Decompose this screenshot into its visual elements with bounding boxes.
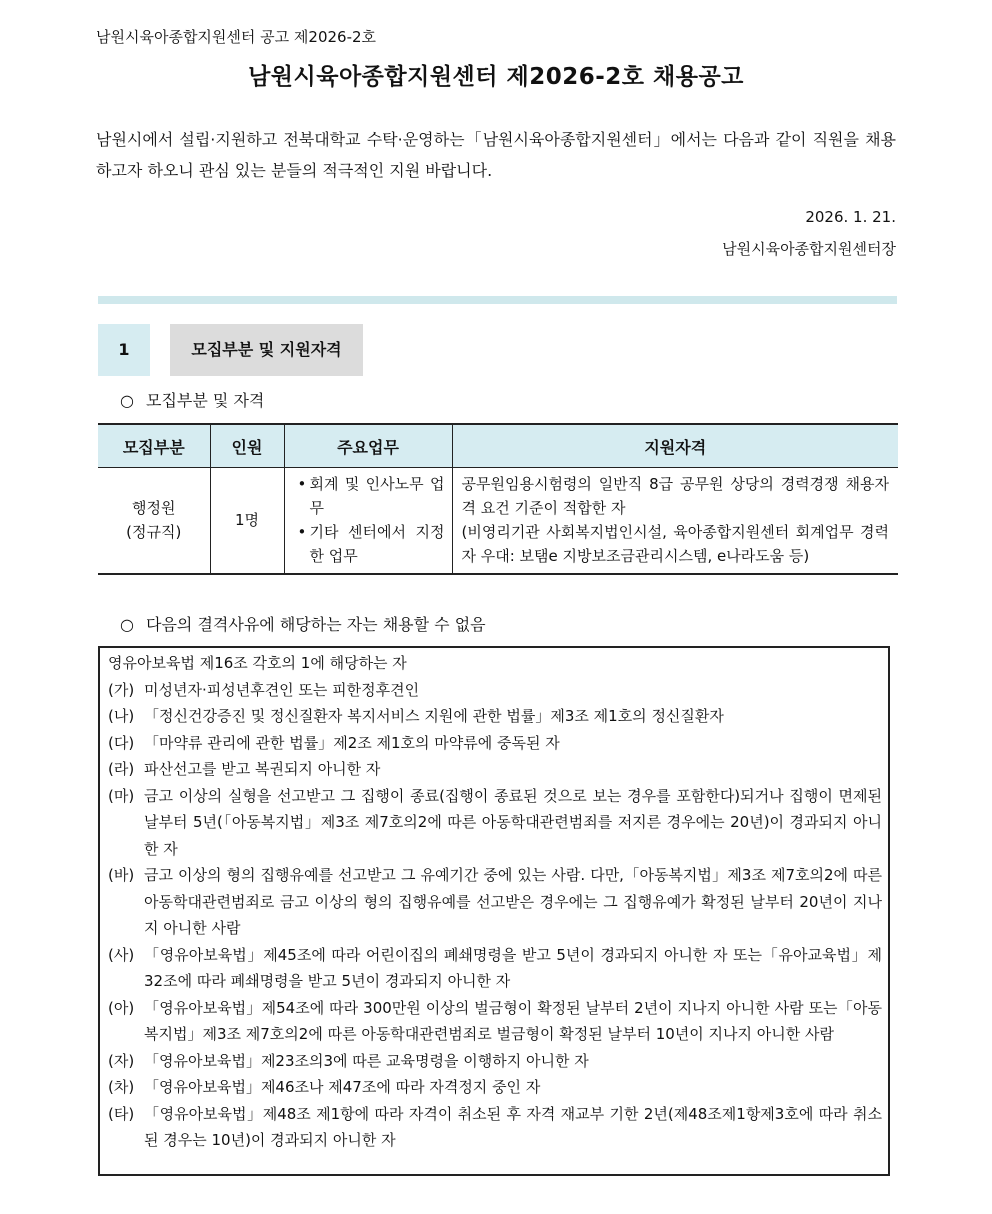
list-item [108, 1048, 882, 1075]
item-text: 파산선고를 받고 복권되지 아니한 자 [144, 760, 381, 778]
disqualification-intro: 영유아보육법 제16조 각호의 1에 해당하는 자 [108, 654, 407, 672]
item-text: 금고 이상의 실형을 선고받고 그 집행이 종료(집행이 종료된 것으로 보는 경우를 포함한다)되거나 집행이 면제된 날부터 5년(「아동복지법」제3조 제7호의2에 따른 아동학대관련범죄를 저지른 경우에는 20년)이 경과되지 아니한 자 [144, 786, 882, 858]
item-text: 금고 이상의 형의 집행유예를 선고받고 그 유예기간 중에 있는 사람. 다만,「아동복지법」제3조 제7호의2에 따른 아동학대관련범죄로 금고 이상의 형의 집행유예를 선고받은 경우에는 그 집행유예가 확정된 날부터 20년이 지나지 아니한 사람 [144, 866, 882, 937]
table-row [98, 468, 898, 574]
item-label: (나) [108, 707, 135, 725]
item-text: 「영유아보육법」제45조에 따라 어린이집의 폐쇄명령을 받고 5년이 경과되지 아니한 자 또는「유아교육법」제32조에 따라 폐쇄명령을 받고 5년이 경과되지 아니한 자 [144, 945, 882, 990]
item-text: 「영유아보육법」제48조 제1항에 따라 자격이 취소된 후 자격 재교부 기한 2년(제48조제1항제3호에 따라 취소된 경우는 10년)이 경과되지 아니한 자 [144, 1104, 882, 1149]
list-item [108, 730, 882, 757]
item-label: (마) [108, 786, 135, 805]
item-label: (사) [108, 945, 135, 964]
section-divider [98, 296, 897, 304]
item-text: 「영유아보육법」제46조나 제47조에 따라 자격정지 중인 자 [144, 1078, 541, 1096]
page-title: 남원시육아종합지원센터 제2026-2호 채용공고 [248, 64, 744, 90]
header-qualification: 지원자격 [452, 424, 898, 468]
header-headcount: 인원 [210, 424, 284, 468]
item-label: (다) [108, 733, 135, 752]
circle-bullet-icon: ○ [120, 391, 134, 410]
table-header-row [98, 424, 898, 468]
duty-item: • 회계 및 인사노무 업무 [296, 472, 445, 520]
item-label: (자) [108, 1051, 135, 1070]
item-text: 「마약류 관리에 관한 법률」제2조 제1호의 마약류에 중독된 자 [144, 733, 560, 752]
circle-bullet-icon: ○ [120, 615, 134, 634]
recruit-table [98, 423, 898, 575]
recruit-subheading-text: 모집부분 및 자격 [146, 391, 265, 410]
intro-paragraph: 남원시에서 설립·지원하고 전북대학교 수탁·운영하는「남원시육아종합지원센터」에서는 다음과 같이 직원을 채용하고자 하오니 관심 있는 분들의 적극적인 지원 바랍니다. [96, 130, 896, 180]
section-number: 1 [98, 324, 150, 376]
item-label: (타) [108, 1104, 135, 1123]
qualification-main: 공무원임용시험령의 일반직 8급 공무원 상당의 경력경쟁 채용자격 요건 기준이 적합한 자 [461, 475, 889, 518]
position-cell [98, 468, 210, 574]
item-text: 미성년자·피성년후견인 또는 피한정후견인 [144, 680, 420, 699]
item-label: (라) [108, 760, 135, 778]
notice-date: 2026. 1. 21. [805, 208, 896, 226]
list-item [108, 1074, 882, 1101]
list-item [108, 677, 882, 704]
recruit-subheading [120, 388, 264, 411]
item-label: (차) [108, 1078, 135, 1096]
qualification-note: (비영리기관 사회복지법인시설, 육아종합지원센터 회계업무 경력자 우대: 보탬e 지방보조금관리시스템, e나라도움 등) [461, 523, 889, 566]
notice-number: 남원시육아종합지원센터 공고 제2026-2호 [96, 28, 377, 46]
section-title: 모집부분 및 지원자격 [170, 324, 363, 376]
list-item [108, 783, 882, 863]
header-duties: 주요업무 [284, 424, 452, 468]
position-type: (정규직) [126, 523, 182, 542]
disqualification-box [98, 646, 890, 1176]
position-name: 행정원 [132, 499, 176, 518]
item-text: 「영유아보육법」제23조의3에 따른 교육명령을 이행하지 아니한 자 [144, 1051, 589, 1070]
item-label: (가) [108, 680, 135, 699]
item-text: 「영유아보육법」제54조에 따라 300만원 이상의 벌금형이 확정된 날부터 2년이 지나지 아니한 사람 또는「아동복지법」제3조 제7호의2에 따른 아동학대관련범죄로 벌금형이 확정된 날부터 10년이 지나지 아니한 사람 [144, 998, 882, 1043]
duty-item: • 기타 센터에서 지정한 업무 [296, 520, 445, 568]
list-item [108, 703, 882, 730]
duties-cell [284, 468, 452, 574]
list-item [108, 1101, 882, 1154]
qualification-cell [452, 468, 898, 574]
disqualification-heading-text: 다음의 결격사유에 해당하는 자는 채용할 수 없음 [146, 615, 486, 634]
item-label: (아) [108, 998, 135, 1017]
header-position: 모집부분 [98, 424, 210, 468]
list-item [108, 756, 882, 783]
item-text: 「정신건강증진 및 정신질환자 복지서비스 지원에 관한 법률」제3조 제1호의 정신질환자 [144, 707, 724, 725]
list-item [108, 862, 882, 942]
duties-list [286, 472, 451, 568]
headcount-cell: 1명 [210, 468, 284, 574]
issuer-name: 남원시육아종합지원센터장 [722, 240, 896, 258]
list-item [108, 995, 882, 1048]
item-label: (바) [108, 866, 135, 884]
list-item [108, 942, 882, 995]
disqualification-heading [120, 612, 486, 635]
